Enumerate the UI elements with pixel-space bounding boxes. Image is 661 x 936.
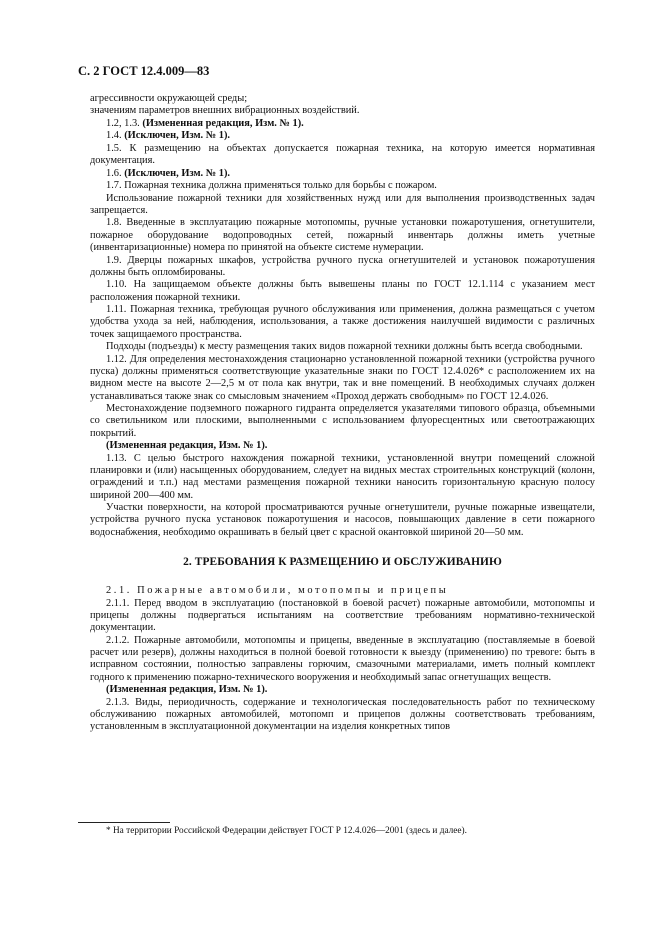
paragraph: агрессивности окружающей среды; [90,93,248,104]
paragraph: 1.5. К размещению на объектах допускается пожарная техника, на которую имеется нормативная документация. [90,142,595,167]
paragraph: Местонахождение подземного пожарного гидранта определяется указателями типового образца, объемными со светильником или плоскими, выполненными с использованием флуоресцентных или светоотражающих покрытий. [90,403,595,439]
paragraph: Участки поверхности, на которой просматриваются ручные огнетушители, ручные пожарные извещатели, устройства ручного пуска установок пожаротушения и насосов, повышающих давление в сети пожарного водоснабжения, необходимо окрашивать в белый цвет с красной окантовкой шириной 20—50 мм. [90,501,595,538]
paragraph: 1.7. Пожарная техника должна применяться только для борьбы с пожаром. [106,180,437,192]
footnote-divider [78,822,170,823]
paragraph [90,118,595,130]
amendment-note: (Измененная редакция, Изм. № 1). [142,117,304,129]
paragraph: Подходы (подъезды) к месту размещения таких видов пожарной техники должны быть всегда свободными. [106,341,583,353]
amendment-note: (Измененная редакция, Изм. № 1). [106,440,268,452]
page-header: С. 2 ГОСТ 12.4.009—83 [78,64,210,78]
subsection-heading: 2.1. Пожарные автомобили, мотопомпы и прицепы [106,585,449,597]
paragraph: 2.1.3. Виды, периодичность, содержание и технологическая последовательность работ по техническому обслуживанию пожарных автомобилей, мотопомп и прицепов должны соответствовать требованиям, установленным в эксплуатационной документации на изделия конкретных типов [90,696,595,733]
paragraph [90,440,595,452]
amendment-note: (Исключен, Изм. № 1). [124,130,231,142]
paragraph: 1.13. С целью быстрого нахождения пожарной техники, установленной внутри помещений сложной планировки и (или) насыщенных оборудованием, следует на видных местах строительных конструкций (колонн, ограждений и т.п.) над местами размещения пожарной техники наносить горизонтальную красную полосу шириной 200—400 мм. [90,452,595,501]
clause-number: 1.2, 1.3. [106,117,143,129]
paragraph [90,684,595,696]
paragraph: 1.12. Для определения местонахождения стационарно установленной пожарной техники (устройства ручного пуска) должны применяться соответствующие указательные знаки по ГОСТ 12.4.026* с расположением их на видном месте на высоте 2—2,5 м от пола как внутри, так и вне помещений. В необходимых случаях должен устанавливаться также знак со смысловым значением «Проход держать свободным» по ГОСТ 12.4.026. [90,353,595,402]
paragraph: 2.1.2. Пожарные автомобили, мотопомпы и прицепы, введенные в эксплуатацию (поставляемые в боевой расчет или резерв), должны находиться в полной боевой готовности к выезду (применению) по тревоге: быть в исправном состоянии, полностью заправлены горючим, смазочными материалами, иметь полный комплект годного к применению пожарно-технического вооружения и необходимый запас огнетушащих веществ. [90,634,595,683]
paragraph: 1.10. На защищаемом объекте должны быть вывешены планы по ГОСТ 12.1.114 с указанием мест расположения пожарной техники. [90,279,595,303]
document-body [90,93,595,734]
paragraph: 1.9. Дверцы пожарных шкафов, устройства ручного пуска огнетушителей и установок пожаротушения должны быть опломбированы. [90,254,595,278]
section-heading: 2. ТРЕБОВАНИЯ К РАЗМЕЩЕНИЮ И ОБСЛУЖИВАНИЮ [183,555,502,568]
clause-number: 1.4. [106,130,125,142]
paragraph: 2.1.1. Перед вводом в эксплуатацию (постановкой в боевой расчет) пожарные автомобили, мотопомпы и прицепы должны подвергаться испытаниям на соответствие требованиям нормативно-технической документации. [90,597,595,634]
paragraph [90,130,595,142]
paragraph: Использование пожарной техники для хозяйственных нужд или для выполнения производственных задач запрещается. [90,192,595,216]
paragraph: значениям параметров внешних вибрационных воздействий. [90,105,360,117]
paragraph: 1.11. Пожарная техника, требующая ручного обслуживания или применения, должна размещаться с учетом удобства ухода за ней, наблюдения, использования, а также достижения наилучшей видимости с различных точек защищаемого пространства. [90,304,595,340]
paragraph [90,168,595,180]
clause-number: 1.6. [106,167,125,179]
footnote: * На территории Российской Федерации действует ГОСТ Р 12.4.026—2001 (здесь и далее). [106,826,467,836]
paragraph: 1.8. Введенные в эксплуатацию пожарные мотопомпы, ручные установки пожаротушения, огнетушители, пожарное оборудование водопроводных сетей, пожарный инвентарь должны иметь учетные (инвентаризационные) номера по принятой на объекте системе нумерации. [90,217,595,254]
amendment-note: (Исключен, Изм. № 1). [124,167,231,179]
amendment-note: (Измененная редакция, Изм. № 1). [106,684,268,696]
